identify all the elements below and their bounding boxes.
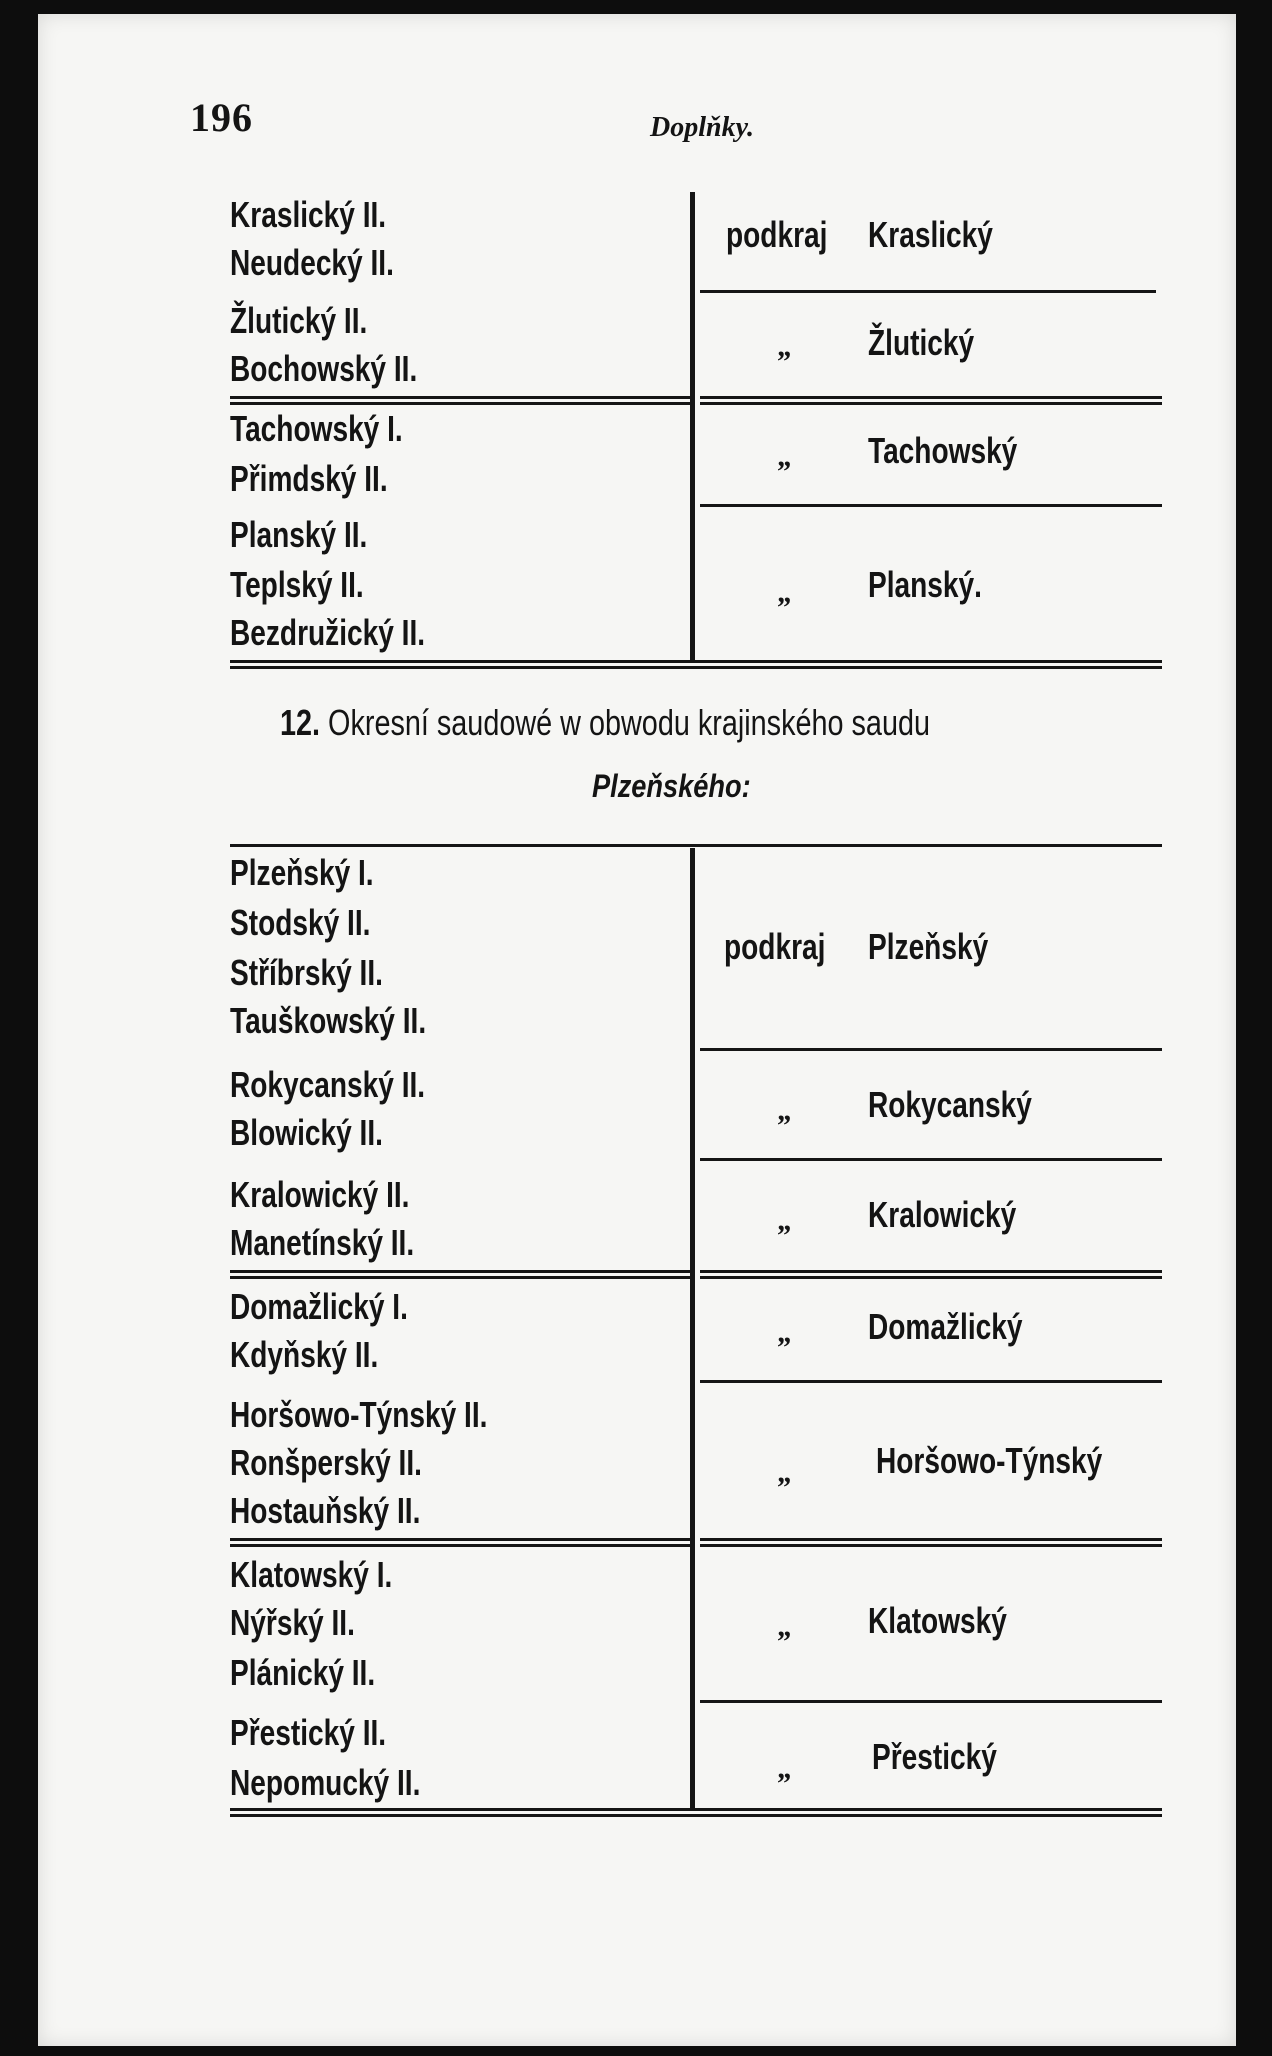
district-name: Nýřský II. [230, 1602, 355, 1643]
district-name: Přimdský II. [230, 458, 388, 499]
subregion-name: Tachowský [868, 430, 1018, 471]
subregion-name: Kralowický [868, 1194, 1017, 1235]
row-divider [700, 396, 1162, 399]
district-name: Hostauňský II. [230, 1490, 421, 1531]
subregion-name: Přestický [872, 1736, 997, 1777]
ditto-mark: „ [778, 330, 793, 363]
table-bottom-rule [230, 666, 1162, 669]
row-divider [700, 402, 1162, 405]
district-name: Tauškowský II. [230, 1000, 427, 1041]
district-name: Plánický II. [230, 1652, 376, 1693]
page-number: 196 [190, 95, 253, 140]
document-page [38, 14, 1236, 2046]
district-name: Klatowský I. [230, 1554, 393, 1595]
ditto-mark: „ [778, 1752, 793, 1785]
section-number: 12. [280, 702, 321, 743]
ditto-mark: „ [778, 1094, 793, 1127]
ditto-mark: „ [778, 1316, 793, 1349]
ditto-mark: „ [778, 576, 793, 609]
row-divider [700, 1700, 1162, 1703]
section-heading [280, 702, 930, 744]
district-name: Přestický II. [230, 1712, 387, 1753]
district-name: Teplský II. [230, 564, 364, 605]
district-name: Neudecký II. [230, 242, 394, 283]
section-subtitle: Plzeňského: [592, 768, 751, 804]
district-name: Stodský II. [230, 902, 371, 943]
ditto-mark: „ [778, 1610, 793, 1643]
subregion-name: Horšowo-Týnský [876, 1440, 1103, 1481]
table-bottom-rule [230, 1808, 1162, 1811]
row-divider [700, 1048, 1162, 1051]
subregion-prefix: podkraj [724, 926, 826, 967]
row-divider [700, 1538, 1162, 1541]
district-name: Rokycanský II. [230, 1064, 426, 1105]
district-name: Domažlický I. [230, 1286, 408, 1327]
district-name: Nepomucký II. [230, 1762, 421, 1803]
row-divider [230, 402, 692, 405]
row-divider [230, 396, 692, 399]
district-name: Tachowský I. [230, 408, 403, 449]
ditto-mark: „ [778, 440, 793, 473]
row-divider [700, 1544, 1162, 1547]
district-name: Ronšperský II. [230, 1442, 422, 1483]
row-divider [230, 1276, 692, 1279]
district-name: Horšowo-Týnský II. [230, 1394, 488, 1435]
row-divider [700, 1270, 1162, 1273]
section-title: Okresní saudowé w obwodu krajinského saudu [328, 702, 930, 743]
row-divider [700, 290, 1156, 293]
subregion-name: Žlutický [868, 322, 975, 363]
subregion-name: Klatowský [868, 1600, 1007, 1641]
district-name: Stříbrský II. [230, 952, 383, 993]
row-divider [230, 1538, 692, 1541]
table-top-rule [230, 844, 1162, 847]
district-name: Bezdružický II. [230, 612, 426, 653]
district-name: Manetínský II. [230, 1222, 415, 1263]
row-divider [230, 1270, 692, 1273]
column-divider [690, 848, 695, 1808]
ditto-mark: „ [778, 1456, 793, 1489]
running-head: Doplňky. [650, 112, 754, 143]
table-bottom-rule [230, 1814, 1162, 1817]
subregion-name: Planský. [868, 564, 982, 605]
subregion-name: Domažlický [868, 1306, 1023, 1347]
table-bottom-rule [230, 660, 1162, 663]
row-divider [700, 1158, 1162, 1161]
row-divider [230, 1544, 692, 1547]
district-name: Žlutický II. [230, 300, 368, 341]
row-divider [700, 1276, 1162, 1279]
district-name: Kralowický II. [230, 1174, 410, 1215]
subregion-prefix: podkraj [726, 214, 828, 255]
column-divider [690, 192, 695, 660]
district-name: Blowický II. [230, 1112, 383, 1153]
district-name: Plzeňský I. [230, 852, 374, 893]
subregion-name: Rokycanský [868, 1084, 1032, 1125]
subregion-name: Kraslický [868, 214, 993, 255]
district-name: Kdyňský II. [230, 1334, 379, 1375]
row-divider [700, 1380, 1162, 1383]
row-divider [700, 504, 1162, 507]
ditto-mark: „ [778, 1204, 793, 1237]
subregion-name: Plzeňský [868, 926, 989, 967]
district-name: Planský II. [230, 514, 368, 555]
district-name: Kraslický II. [230, 194, 387, 235]
district-name: Bochowský II. [230, 348, 418, 389]
